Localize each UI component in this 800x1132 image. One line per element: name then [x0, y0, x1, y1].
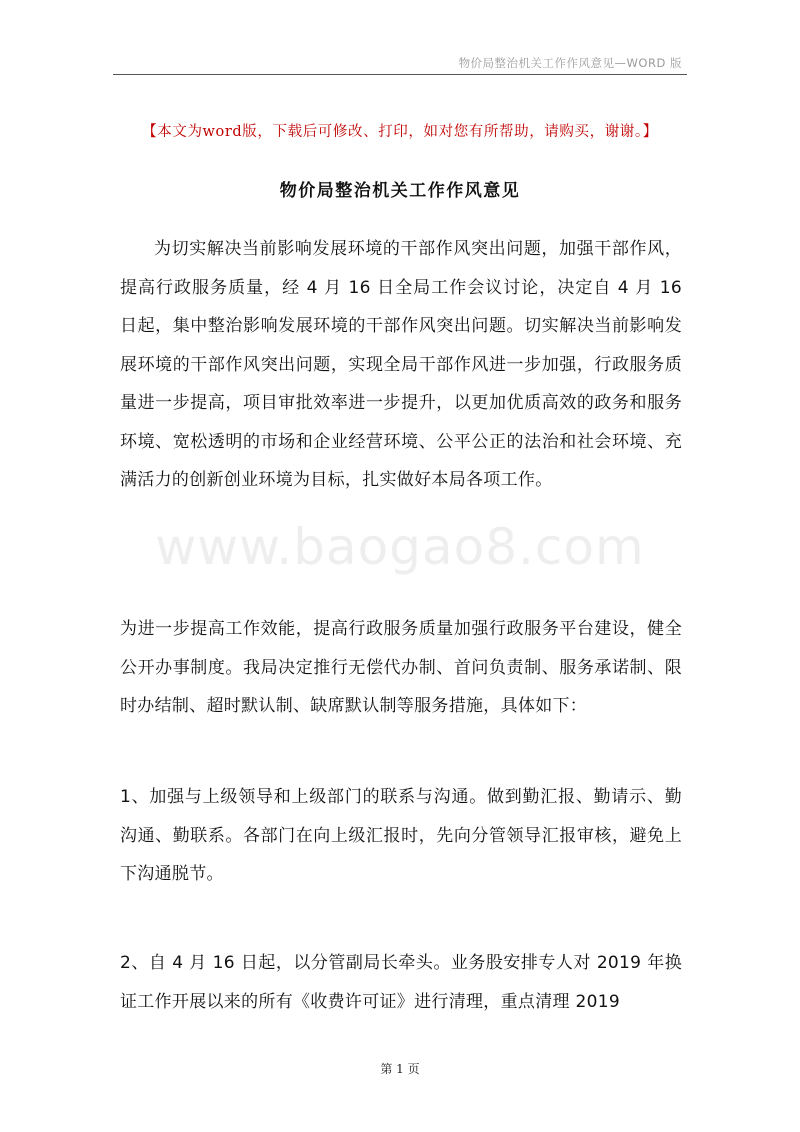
paragraph-intro: 为切实解决当前影响发展环境的干部作风突出问题，加强干部作风，提高行政服务质量，经 4 月 16 日全局工作会议讨论，决定自 4 月 16 日起，集中整治影响发展环境的干部作风突出问题。切实解决当前影响发展环境的干部作风突出问题，实现全局干部作风进一步加强，行政服务质量进一步提高，项目审批效率进一步提升，以更加优质高效的政务和服务环境、宽松透明的市场和企业经营环境、公平公正的法治和社会环境、充满活力的创新创业环境为目标，扎实做好本局各项工作。: [120, 239, 682, 490]
paragraph-item-2: 2、自 4 月 16 日起，以分管副局长牵头。业务股安排专人对 2019 年换证工作开展以来的所有《收费许可证》进行清理，重点清理 2019: [120, 953, 682, 1012]
watermark: www.baogao8.com: [155, 518, 645, 576]
document-title: 物价局整治机关工作作风意见: [279, 181, 521, 201]
page-number: 第 1 页: [380, 1062, 420, 1076]
purchase-notice: 【本文为word版，下载后可修改、打印，如对您有所帮助，请购买，谢谢。】: [142, 124, 658, 140]
paragraph-item-1: 1、加强与上级领导和上级部门的联系与沟通。做到勤汇报、勤请示、勤沟通、勤联系。各部门在向上级汇报时，先向分管领导汇报审核，避免上下沟通脱节。: [120, 787, 682, 884]
paragraph-measures: 为进一步提高工作效能，提高行政服务质量加强行政服务平台建设，健全公开办事制度。我局决定推行无偿代办制、首问负责制、服务承诺制、限时办结制、超时默认制、缺席默认制等服务措施，具体如下：: [120, 619, 682, 716]
header-divider: [113, 74, 687, 75]
running-header: 物价局整治机关工作作风意见—WORD 版: [458, 56, 682, 70]
